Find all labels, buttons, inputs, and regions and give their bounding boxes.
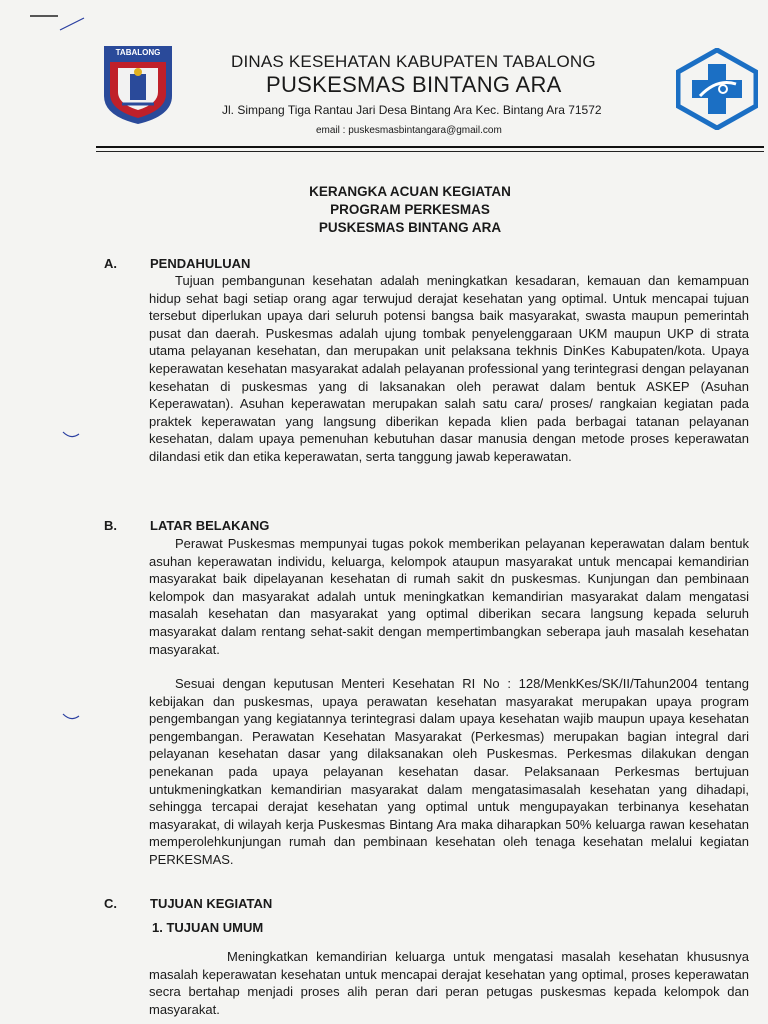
margin-tick-mark bbox=[62, 430, 80, 440]
section-b-paragraph-1: Perawat Puskesmas mempunyai tugas pokok memberikan pelayanan keperawatan dalam bentuk asuhan keperawatan individu, keluarga, kelompok ataupun masyarakat untuk mencapai kemandirian masyarakat baik dipelayanan kesehatan di rumah sakit dn puskesmas. Kunjungan dan pembinaan kelompok dan masyarakat adalah untuk meningkatkan kemandirian masyarakat dalam mengatasi masalah kesehatan dan masyarakat yang optimal diberikan secara langsung kepada seluruh masyarakat dalam rentang sehat-sakit dengan mempertimbangkan seberapa jauh masalah kesehatan masyarakat. bbox=[149, 536, 749, 657]
section-a-title: PENDAHULUAN bbox=[150, 256, 251, 271]
section-b-paragraph-2: Sesuai dengan keputusan Menteri Kesehatan RI No : 128/MenkKes/SK/II/Tahun2004 tentang kebijakan dan puskesmas, upaya perawatan kesehatan masyarakat merupakan upaya program pengembangan yang kegiatannya terintegrasi dalam upaya kesehatan wajib maupun upaya kesehatan pengembangan. Perawatan Kesehatan Masyarakat (Perkesmas) merupakan bagian integral dari pelayanan kesehatan dasar yang dilaksanakan oleh Puskesmas. Perkesmas dilakukan dengan penekanan pada upaya pelayanan kesehatan dasar. Pelaksanaan Perkesmas bertujuan untukmeningkatkan kemandirian masyarakat dalam mengatasimasalah kesehatan yang dihadapi, sehingga tercapai derajat kesehatan yang optimal untuk mengupayakan terbinanya kesehatan masyarakat, di wilayah kerja Puskesmas Bintang Ara maka diharapkan 50% keluarga rawan kesehatan memperolehkunjungan rumah dan pembinaan kesehatan oleh tenaga kesehatan melalui kegiatan PERKESMAS. bbox=[149, 676, 749, 867]
pen-scribble bbox=[28, 8, 88, 38]
section-c-title: TUJUAN KEGIATAN bbox=[150, 896, 273, 911]
puskesmas-cross-logo bbox=[676, 48, 758, 130]
section-b-letter: B. bbox=[104, 518, 117, 533]
section-a-paragraph: Tujuan pembangunan kesehatan adalah meningkatkan kesadaran, kemauan dan kemampuan hidup sehat bagi setiap orang agar terwujud derajat kesehatan yang optimal. Untuk mencapai tujuan tersebut diperlukan upaya dari seluruh potensi bangsa baik masyarakat, swasta maupun pemerintah pusat dan daerah. Puskesmas adalah ujung tombak penyelenggaraan UKM maupun UKP di strata utama pelayanan kesehatan, dan merupakan unit pelaksana tekhnis DinKes Kabupaten/kota. Upaya keperawatan kesehatan masyarakat adalah pelayanan professional yang terintegrasi dengan pelayanan kesehatan di puskesmas yang di laksanakan oleh perawat dalam bentuk ASKEP (Asuhan Keperawatan). Asuhan keperawatan merupakan salah satu cara/ proses/ rangkaian kegiatan pada praktek keperawatan yang langsung diberikan kepada klien pada berbagai tatanan pelayanan kesehatan, dalam upaya pemenuhan kebutuhan dasar manusia dengan metode proses keperawatan dilandasi etik dan etika keperawatan, serta tanggung jawab keperawatan. bbox=[149, 273, 749, 464]
section-c-subsection-1-title: 1. TUJUAN UMUM bbox=[152, 920, 264, 935]
letterhead-email: email : puskesmasbintangara@gmail.com bbox=[316, 125, 502, 136]
doc-title-line1: KERANGKA ACUAN KEGIATAN bbox=[309, 184, 511, 199]
letterhead-rule-thin bbox=[96, 151, 764, 152]
margin-tick-mark bbox=[62, 712, 80, 722]
section-a-letter: A. bbox=[104, 256, 117, 271]
section-c-letter: C. bbox=[104, 896, 117, 911]
letterhead-rule bbox=[96, 146, 764, 148]
letterhead-puskesmas: PUSKESMAS BINTANG ARA bbox=[266, 72, 562, 97]
doc-title-line2: PROGRAM PERKESMAS bbox=[330, 202, 490, 217]
doc-title-line3: PUSKESMAS BINTANG ARA bbox=[318, 220, 502, 235]
section-c-subsection-1-paragraph: Meningkatkan kemandirian keluarga untuk mengatasi masalah kesehatan khususnya masalah keperawatan kesehatan untuk mencapai derajat kesehatan yang optimal, proses keperawatan secra bertahap menjadi proses alih peran dari peran petugas puskesmas kepada kelompok dan masyarakat. bbox=[149, 949, 749, 1017]
tabalong-shield-logo bbox=[100, 44, 176, 126]
logo-left-text: TABALONG bbox=[115, 48, 161, 57]
letterhead-address: Jl. Simpang Tiga Rantau Jari Desa Bintang Ara Kec. Bintang Ara 71572 bbox=[222, 103, 602, 117]
letterhead-agency: DINAS KESEHATAN KABUPATEN TABALONG bbox=[231, 52, 596, 71]
section-b-title: LATAR BELAKANG bbox=[150, 518, 270, 533]
